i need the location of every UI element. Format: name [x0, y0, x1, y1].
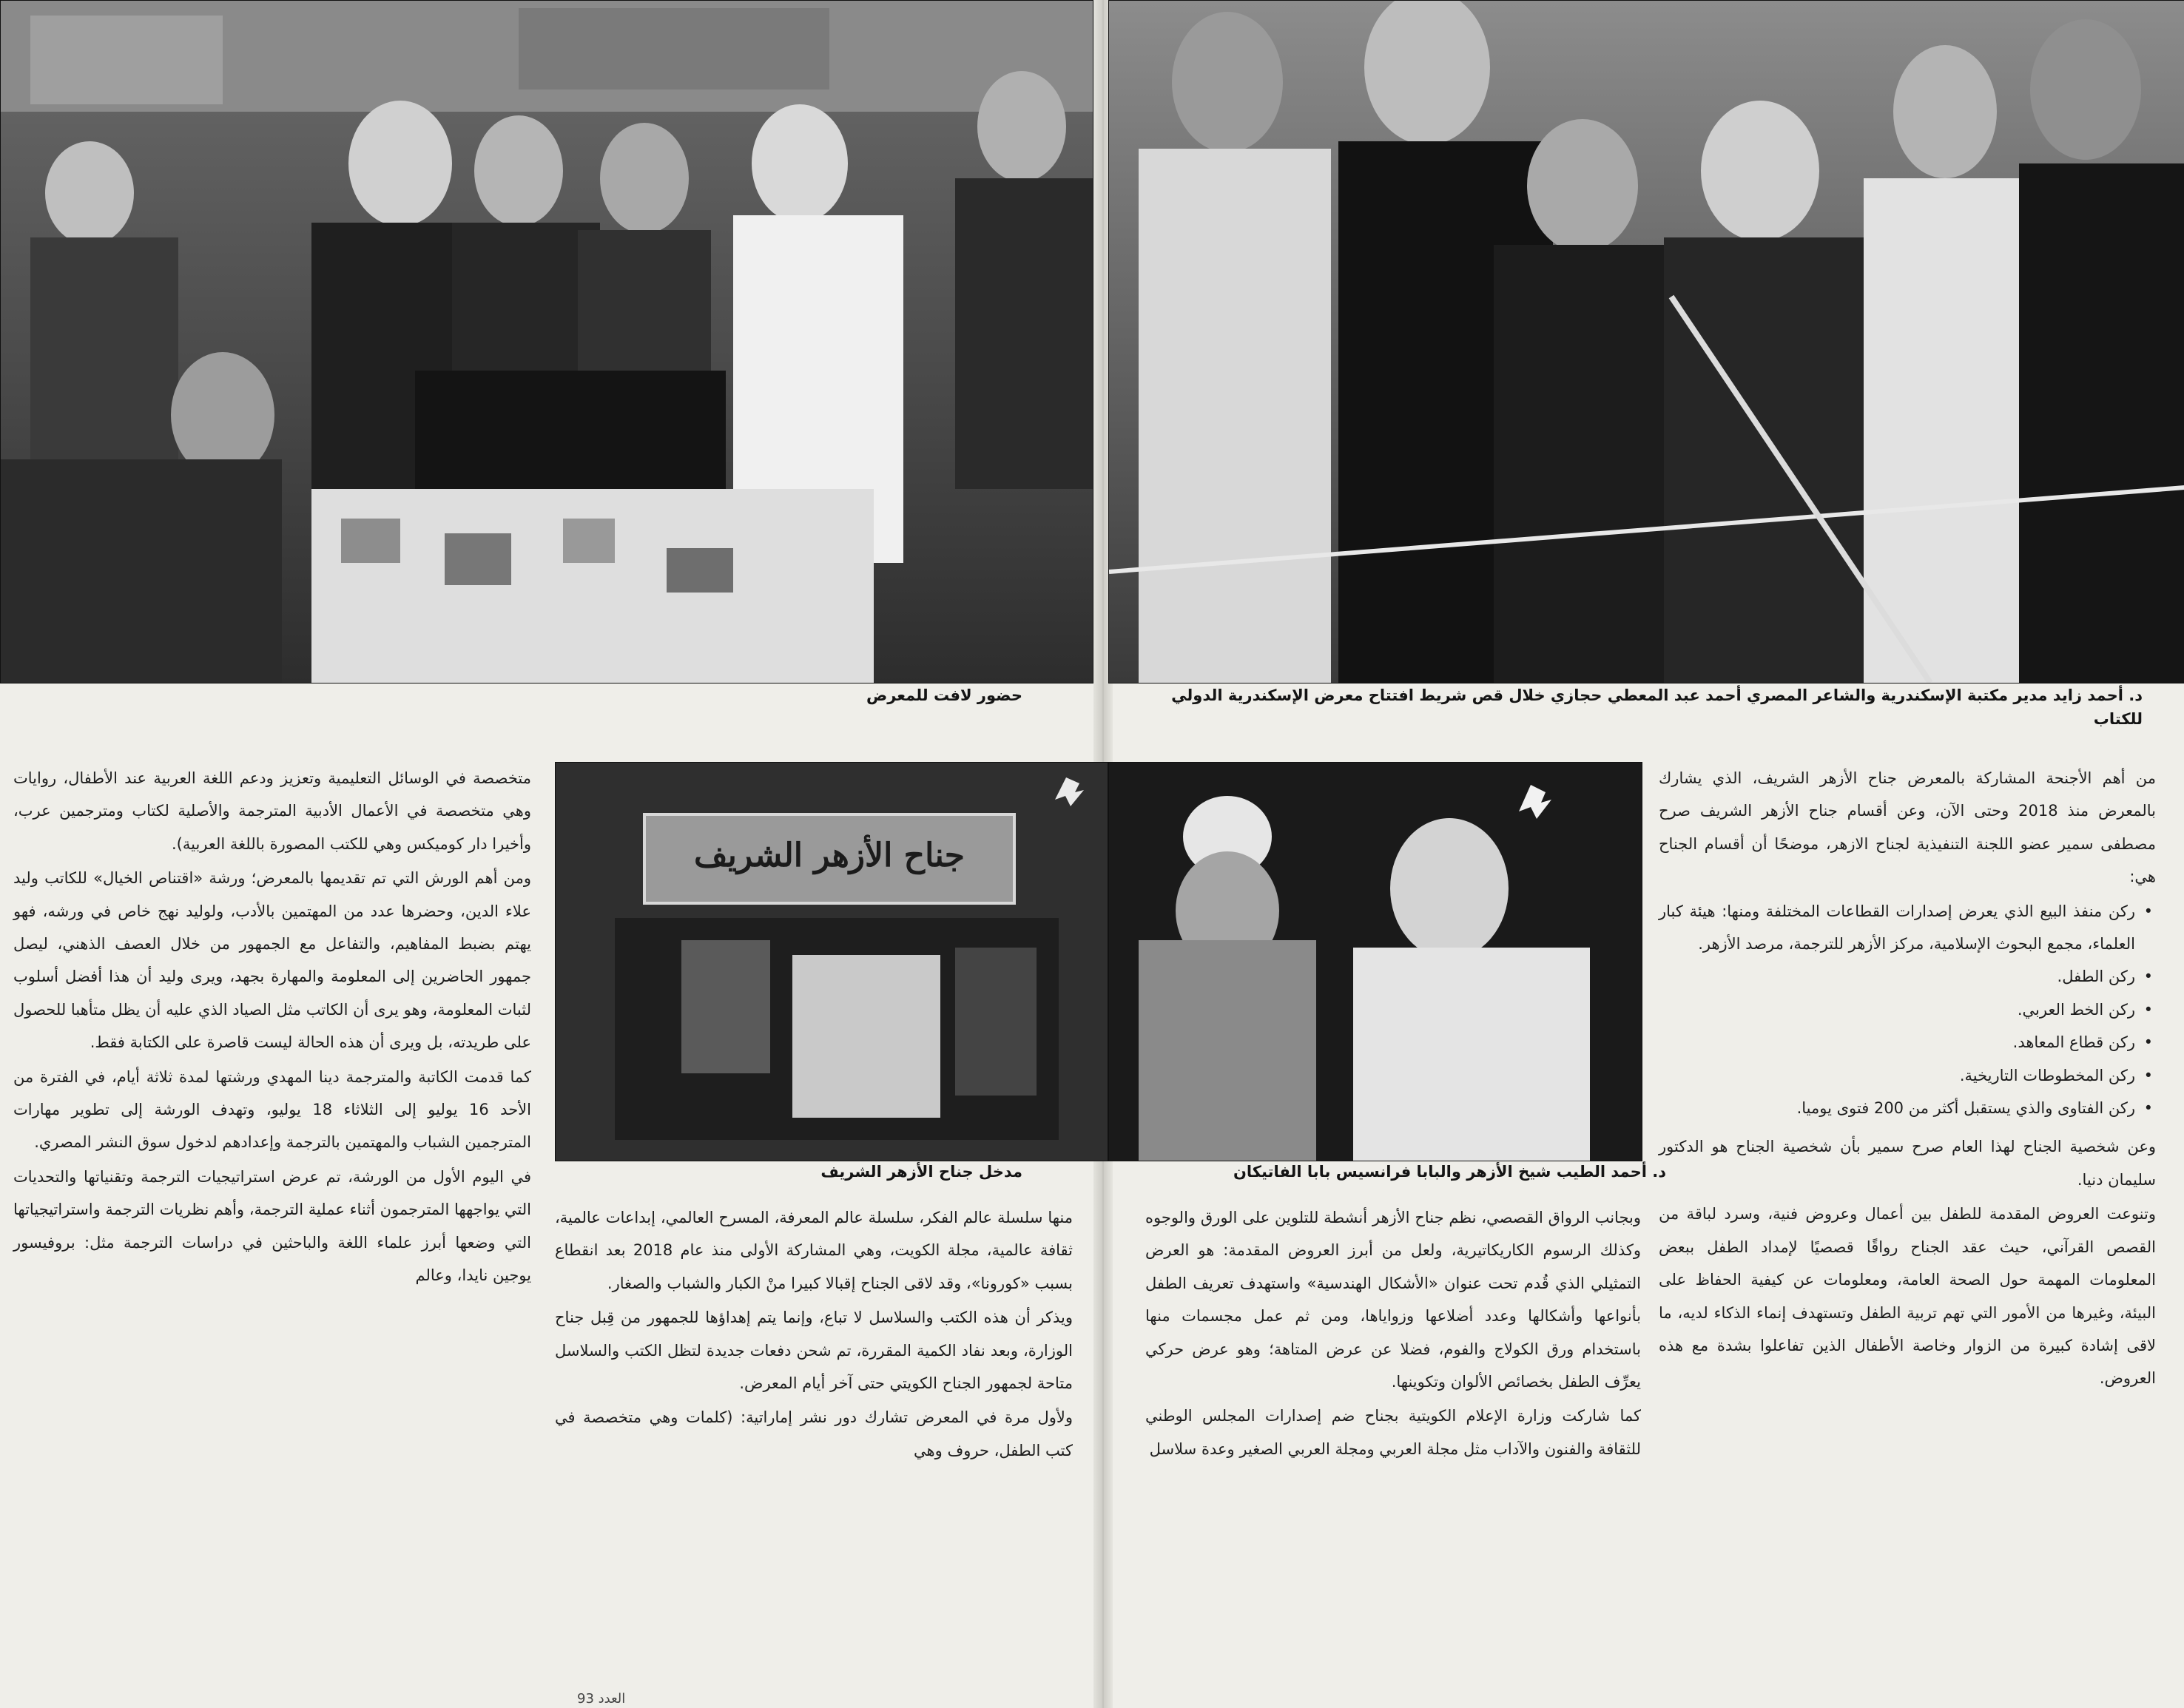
text-column-left: [13, 762, 531, 1294]
visitors-photo: [0, 0, 1093, 683]
list-item: • ركن المخطوطات التاريخية.: [1659, 1059, 2135, 1092]
text-column-right: [1659, 762, 2156, 1397]
visitors-caption: حضور لافت للمعرض: [866, 686, 1022, 704]
paragraph: وتنوعت العروض المقدمة للطفل بين أعمال وعروض فنية، وسرد لباقة من القصص القرآني، حيث عقد الجناح رواقًا قصصيًا لإمداد الطفل ببعض المعلومات المهمة حول الصحة العامة، ومعلومات عن كيفية الحفاظ على البيئة، وغيرها من الأمور التي تهم تربية الطفل وتستهدف إنماء الذكاء لديه، ما لاقى إشادة كبيرة من الزوار وخاصة الأطفال الذين تفاعلوا بشدة مع هذه العروض.: [1659, 1205, 2156, 1388]
paragraph: كما شاركت وزارة الإعلام الكويتية بجناح ضم إصدارات المجلس الوطني للثقافة والفنون والآداب مثل مجلة العربي ومجلة العربي الصغير وعدة سلاسل: [1145, 1407, 1641, 1458]
pope-caption: د. أحمد الطيب شيخ الأزهر والبابا فرانسيس بابا الفاتيكان: [1233, 1163, 1666, 1181]
entrance-caption: مدخل جناح الأزهر الشريف: [820, 1163, 1022, 1181]
ribbon-cutting-caption: د. أحمد زايد مدير مكتبة الإسكندرية والشاعر المصري أحمد عبد المعطي حجازي خلال قص شريط افتتاح معرض الإسكندرية الدولي للكتاب: [1171, 686, 2143, 728]
paragraph: كما قدمت الكاتبة والمترجمة دينا المهدي ورشتها لمدة ثلاثة أيام، في الفترة من الأحد 16 يوليو إلى الثلاثاء 18 يوليو، وتهدف الورشة إلى تطوير مهارات المترجمين الشباب والمهتمين بالترجمة وإعدادهم لدخول سوق النشر المصري.: [13, 1067, 531, 1152]
text-column-middle-left: [555, 1201, 1073, 1468]
text-column-middle-right: [1145, 1201, 1641, 1467]
paragraph: ومن أهم الورش التي تم تقديمها بالمعرض؛ ورشة «اقتناص الخيال» للكاتب وليد علاء الدين، وحضرها عدد من المهتمين بالأدب، ولوليد نهج خاص في ورشه، فهو يهتم بضبط المفاهيم، والتفاعل مع الجمهور من خلال العصف الذهني، ليصل جمهور الحاضرين إلى المعلومة والمهارة بجهد، ويرى وليد أن هذا أفضل أسلوب لثبات المعلومة، وهو يرى أن الكاتب مثل الصياد الذي عليه أن يظل متأهبا للحصول على طريدته، بل ويرى أن هذه الحالة ليست قاصرة على الكتابة فقط.: [13, 869, 531, 1052]
entrance-photo: [555, 762, 1108, 1161]
pavilion-banner-text: جناح الأزهر الشريف: [694, 837, 965, 874]
pope-photo: [1108, 762, 1642, 1161]
list-item: • ركن الفتاوى والذي يستقبل أكثر من 200 فتوى يوميا.: [1659, 1092, 2135, 1124]
paragraph: ويذكر أن هذه الكتب والسلاسل لا تباع، وإنما يتم إهداؤها للجمهور من قِبل جناح الوزارة، وبعد نفاد الكمية المقررة، تم شحن دفعات جديدة لتظل الكتب والسلاسل متاحة لجمهور الجناح الكويتي حتى آخر أيام المعرض.: [555, 1309, 1073, 1393]
list-item: • ركن الخط العربي.: [1659, 993, 2135, 1026]
paragraph: منها سلسلة عالم الفكر، سلسلة عالم المعرفة، المسرح العالمي، إبداعات عالمية، ثقافة عالمية، مجلة الكويت، وهي المشاركة الأولى منذ عام 2018 بعد انقطاع بسبب «كورونا»، وقد لاقى الجناح إقبالا كبيرا منْ الكبار والشباب والصغار.: [555, 1209, 1073, 1292]
page-number: العدد 93: [577, 1691, 626, 1707]
paragraph: وعن شخصية الجناح لهذا العام صرح سمير بأن شخصية الجناح هو الدكتور سليمان دنيا.: [1659, 1138, 2156, 1189]
ribbon-cutting-photo: [1108, 0, 2184, 683]
paragraph: في اليوم الأول من الورشة، تم عرض استراتيجيات الترجمة وتقنياتها والتحديات التي يواجهها المترجمون أثناء عملية الترجمة، وأهم نظريات الترجمة واستراتيجياتها التي وضعها أبرز علماء اللغة والباحثين في دراسات الترجمة مثل: بروفيسور يوجين نايدا، وعالم: [13, 1167, 531, 1285]
paragraph: وبجانب الرواق القصصي، نظم جناح الأزهر أنشطة للتلوين على الورق والوجوه وكذلك الرسوم الكاريكاتيرية، ولعل من أبرز العروض المقدمة: هو العرض التمثيلي الذي قُدم تحت عنوان «الأشكال الهندسية» واستهدف تعريف الطفل بأنواعها وأشكالها وعدد أضلاعها وزواياها، ومن ثم عمل مجسمات منها باستخدام ورق الكولاج والفوم، فضلا عن عرض المتاهة؛ وهو عرض حركي يعرِّف الطفل بخصائص الألوان وتكوينها.: [1145, 1209, 1641, 1391]
list-item: • ركن منفذ البيع الذي يعرض إصدارات القطاعات المختلفة ومنها: هيئة كبار العلماء، مجمع البحوث الإسلامية، مركز الأزهر للترجمة، مرصد الأزهر.: [1659, 895, 2135, 961]
paragraph: من أهم الأجنحة المشاركة بالمعرض جناح الأزهر الشريف، الذي يشارك بالمعرض منذ 2018 وحتى الآن، وعن أقسام جناح الأزهر الشريف صرح مصطفى سمير عضو اللجنة التنفيذية لجناح الازهر، موضحًا أن أقسام الجناح هي:: [1659, 769, 2156, 886]
list-item: • ركن قطاع المعاهد.: [1659, 1026, 2135, 1059]
paragraph: متخصصة في الوسائل التعليمية وتعزيز ودعم اللغة العربية عند الأطفال، روايات وهي متخصصة في الأعمال الأدبية المترجمة والأصلية لكتاب ومترجمين عرب، وأخيرا دار كوميكس وهي للكتب المصورة باللغة العربية).: [13, 769, 531, 853]
pavilion-sections-list: [1659, 895, 2156, 1125]
list-item: • ركن الطفل.: [1659, 960, 2135, 993]
paragraph: ولأول مرة في المعرض تشارك دور نشر إماراتية: (كلمات وهي متخصصة في كتب الطفل، حروف وهي: [555, 1408, 1073, 1459]
